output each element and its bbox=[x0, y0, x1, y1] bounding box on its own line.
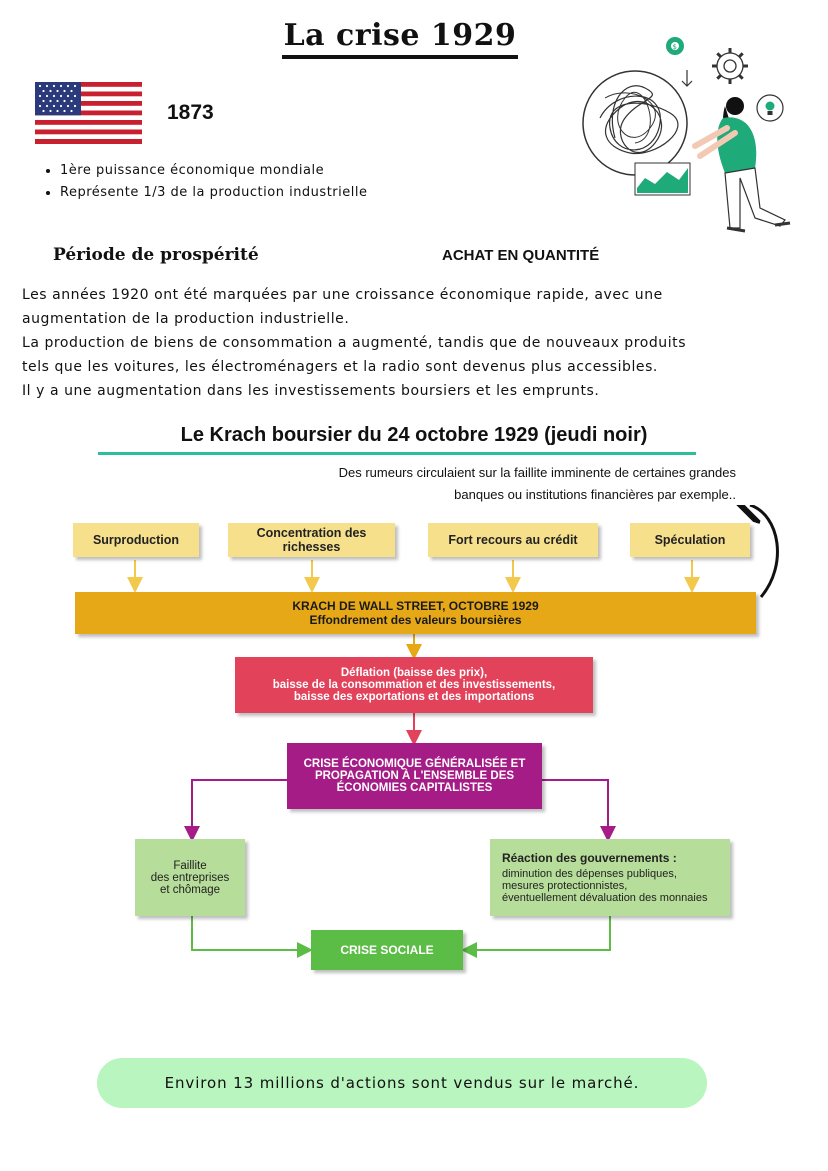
crise-box-line: ÉCONOMIES CAPITALISTES bbox=[336, 782, 493, 794]
crisis-flow-diagram bbox=[68, 505, 808, 985]
crise-economique-box bbox=[287, 743, 542, 809]
paragraph-line: tels que les voitures, les électroménagers et la radio sont devenus plus accessibles. bbox=[22, 359, 658, 375]
krach-box-line: KRACH DE WALL STREET, OCTOBRE 1929 bbox=[292, 599, 539, 613]
rumor-line: Des rumeurs circulaient sur la faillite imminente de certaines grandes bbox=[338, 465, 736, 480]
reaction-box bbox=[490, 839, 730, 916]
reaction-box-line: mesures protectionnistes, bbox=[502, 880, 628, 892]
crise-sociale-box: CRISE SOCIALE bbox=[311, 930, 463, 970]
faillite-box-line: des entreprises bbox=[150, 871, 230, 884]
faillite-box-line: Faillite bbox=[173, 859, 207, 872]
heading-underline bbox=[98, 452, 696, 455]
krach-box bbox=[75, 592, 756, 634]
us-flag-icon bbox=[35, 82, 142, 144]
reaction-box-line: diminution des dépenses publiques, bbox=[502, 868, 677, 880]
deflation-box-line: baisse des exportations et des importations bbox=[293, 691, 535, 703]
rumor-line: banques ou institutions financières par exemple.. bbox=[454, 487, 736, 502]
krach-box-line: Effondrement des valeurs boursières bbox=[309, 613, 522, 627]
reaction-box-line: éventuellement dévaluation des monnaies bbox=[502, 892, 708, 904]
crise-box-line: CRISE ÉCONOMIQUE GÉNÉRALISÉE ET bbox=[303, 758, 526, 770]
paragraph-line: Il y a une augmentation dans les investissements boursiers et les emprunts. bbox=[22, 383, 600, 399]
paragraph-line: Les années 1920 ont été marquées par une croissance économique rapide, avec une bbox=[22, 287, 663, 303]
prosperity-heading: Période de prospérité bbox=[53, 245, 259, 265]
faillite-box-line: et chômage bbox=[159, 883, 221, 896]
krach-heading: Le Krach boursier du 24 octobre 1929 (jeudi noir) bbox=[180, 424, 648, 446]
paragraph-line: augmentation de la production industrielle. bbox=[22, 311, 350, 327]
fact-list bbox=[40, 160, 367, 204]
deflation-box bbox=[235, 657, 593, 713]
deflation-box-line: baisse de la consommation et des investissements, bbox=[272, 679, 556, 691]
cause-credit: Fort recours au crédit bbox=[428, 523, 598, 557]
page-title: La crise 1929 bbox=[0, 18, 800, 53]
fact-item: • Représente 1/3 de la production industrielle bbox=[60, 182, 367, 204]
reaction-box-title: Réaction des gouvernements : bbox=[502, 851, 677, 865]
paragraph-line: La production de biens de consommation a augmenté, tandis que de nouveaux produits bbox=[22, 335, 687, 351]
cause-speculation: Spéculation bbox=[630, 523, 750, 557]
prosperity-paragraph bbox=[22, 283, 812, 403]
prosperity-tag: ACHAT EN QUANTITÉ bbox=[442, 247, 600, 264]
fact-item: • 1ère puissance économique mondiale bbox=[60, 160, 367, 182]
tangled-idea-illustration bbox=[575, 28, 800, 238]
crise-box-line: PROPAGATION À L'ENSEMBLE DES bbox=[314, 770, 515, 782]
year-label: 1873 bbox=[167, 101, 214, 124]
rumor-note bbox=[200, 462, 736, 506]
faillite-box bbox=[135, 839, 245, 916]
bottom-note: Environ 13 millions d'actions sont vendus sur le marché. bbox=[97, 1058, 707, 1108]
deflation-box-line: Déflation (baisse des prix), bbox=[340, 667, 488, 679]
cause-concentration: Concentration des richesses bbox=[228, 523, 395, 557]
svg-text:$: $ bbox=[672, 43, 677, 51]
cause-surproduction: Surproduction bbox=[73, 523, 199, 557]
